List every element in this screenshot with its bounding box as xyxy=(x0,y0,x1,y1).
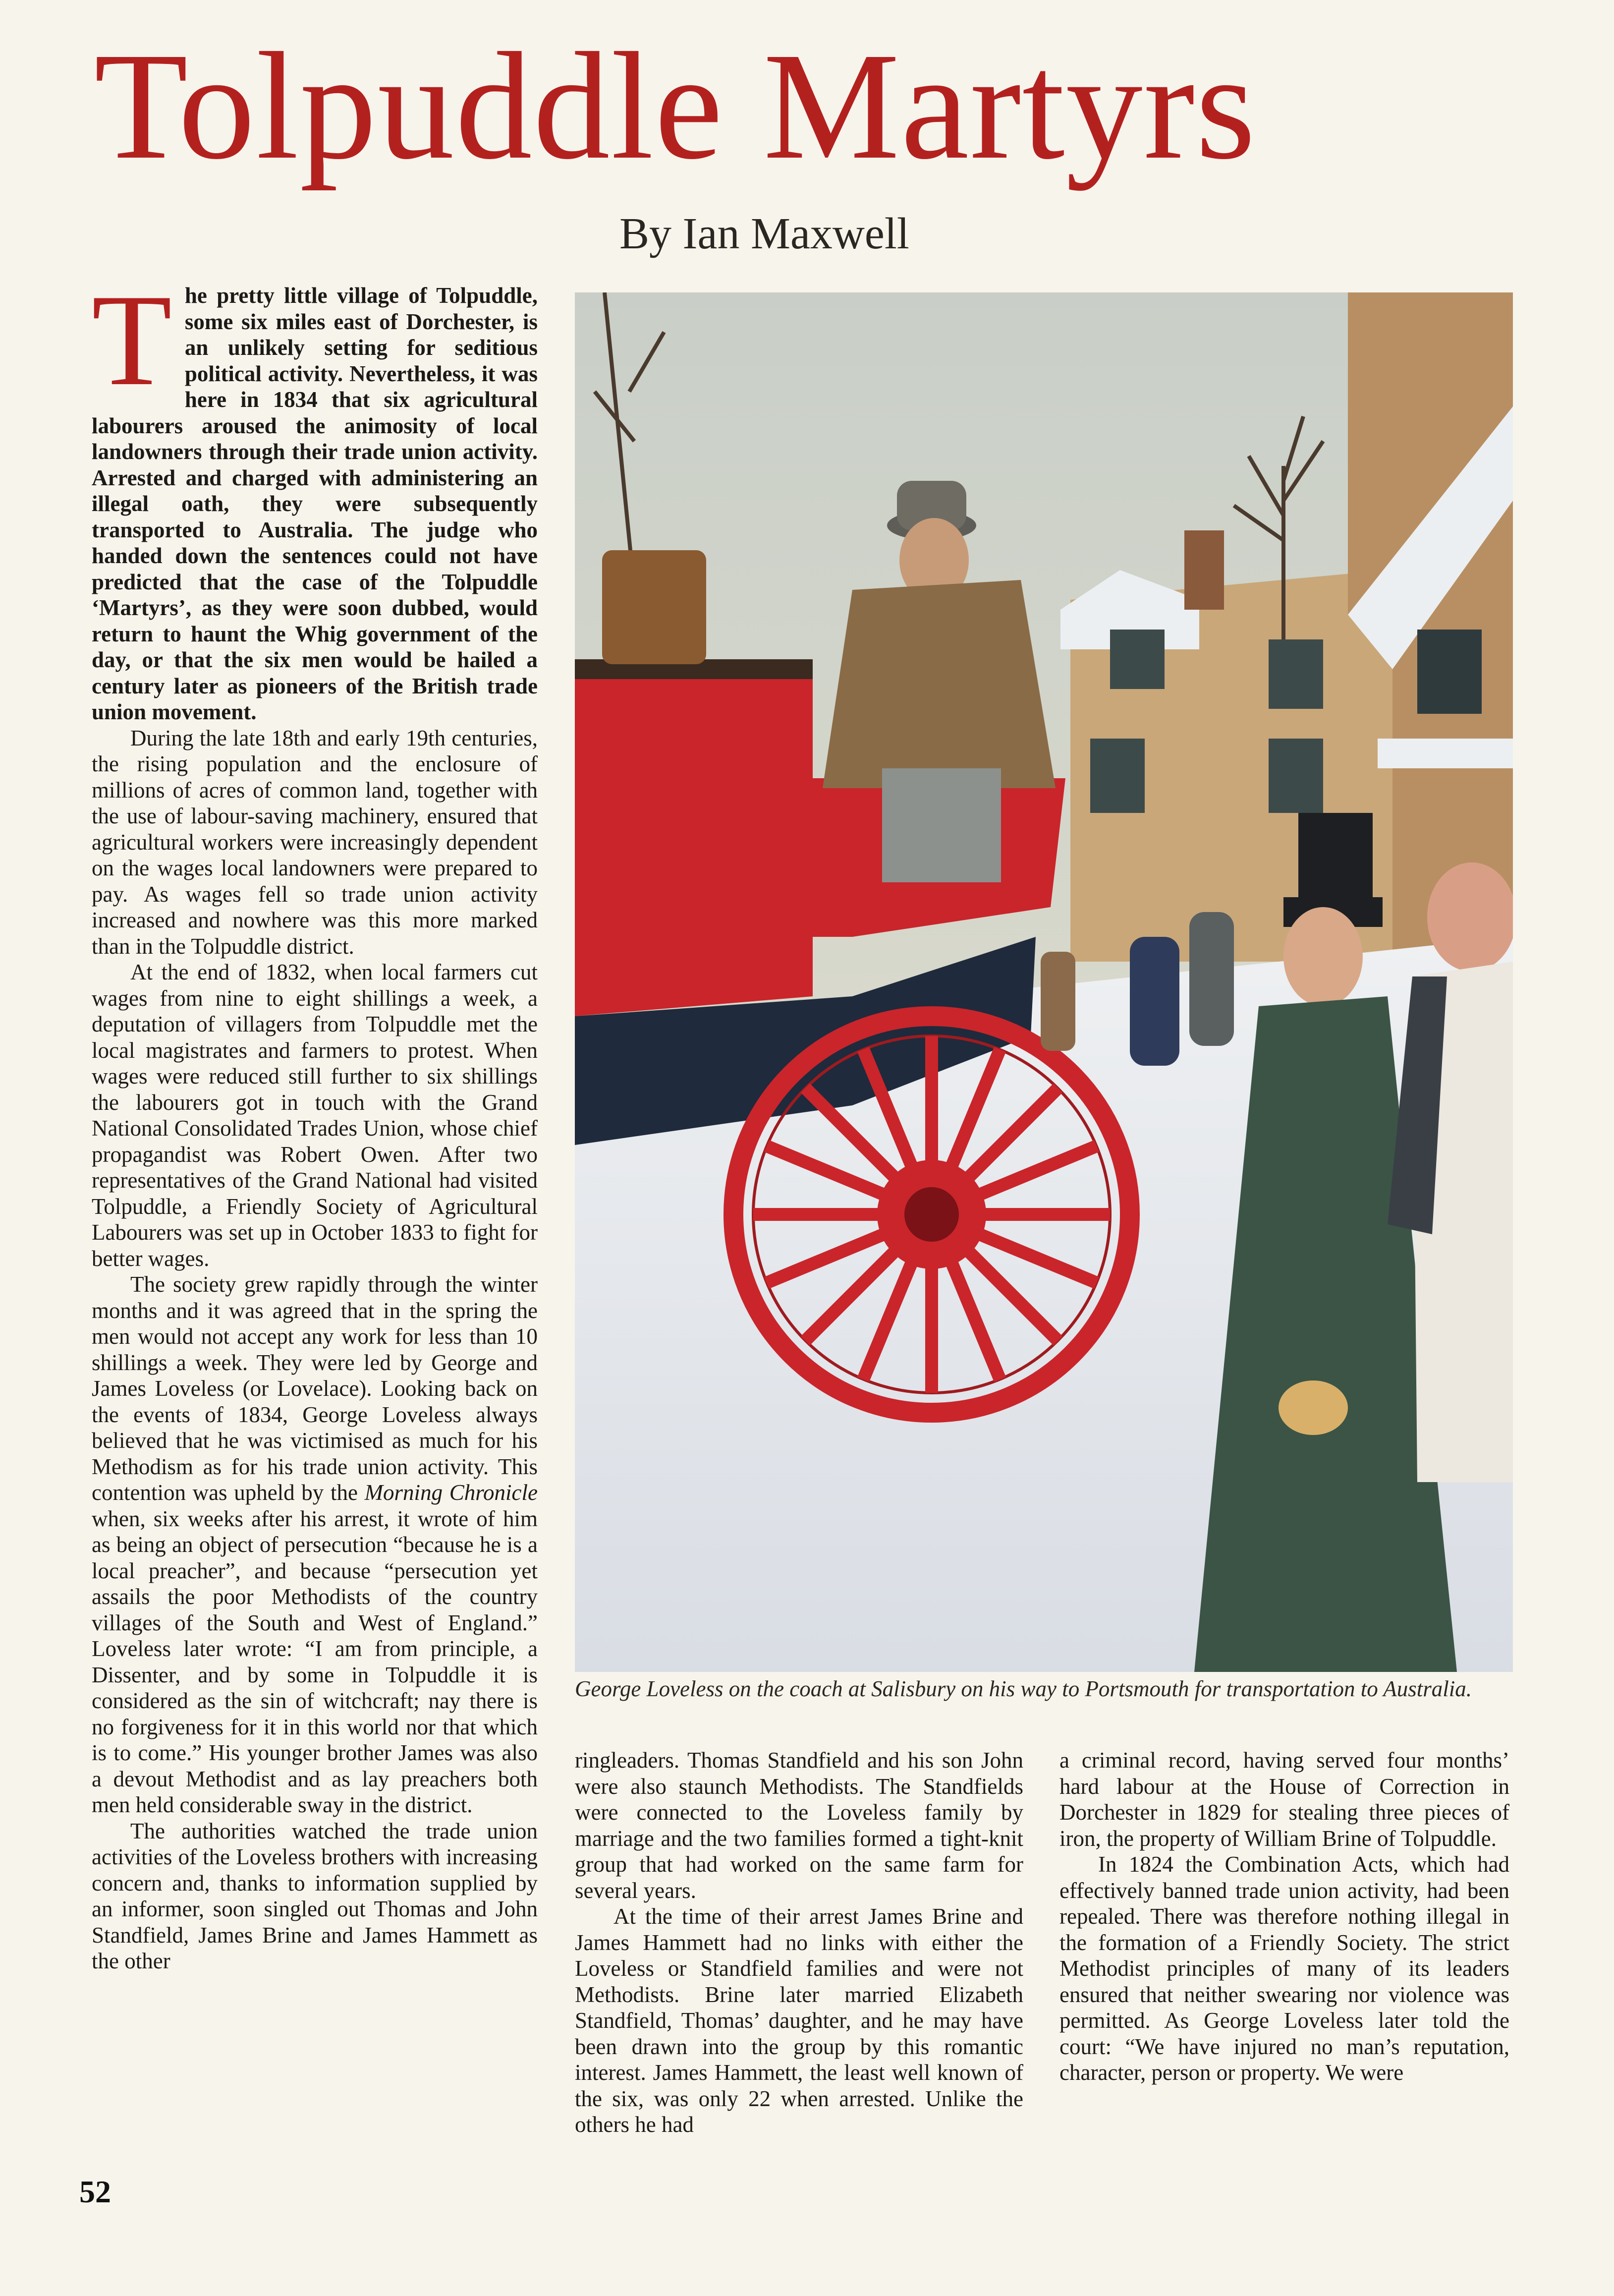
newspaper-name: Morning Chronicle xyxy=(364,1480,538,1505)
paragraph: In 1824 the Combination Acts, which had effectively banned trade union activity, had been repealed. There was therefore nothing illegal in the formation of a Friendly Society. The strict Methodist principles of many of its leaders ensured that neither swearing nor violence was permitted. As George Loveless later told the court: “We have injured no man’s reputation, character, person or property. We were xyxy=(1059,1852,1509,2085)
paragraph xyxy=(92,1271,538,1818)
text-column-2 xyxy=(575,1747,1023,2146)
article-title: Tolpuddle Martyrs xyxy=(94,21,1257,191)
text-column-1 xyxy=(92,283,538,2146)
text-column-3 xyxy=(1059,1747,1509,2146)
intro-text: he pretty little village of Tolpuddle, some six miles east of Dorchester, is an unlikely setting for seditious political activity. Nevertheless, it was here in 1834 that six agricultural labourers aroused the animosity of local landowners through their trade union activity. Arrested and charged with administering an illegal oath, they were subsequently transported to Australia. The judge who handed down the sentences could not have predicted that the case of the Tolpuddle ‘Martyrs’, as they were soon dubbed, would return to haunt the Whig government of the day, or that the six men would be hailed a century later as pioneers of the British trade union movement. xyxy=(92,283,538,724)
paragraph: ringleaders. Thomas Standfield and his son John were also staunch Methodists. The Standfields were connected to the Loveless family by marriage and the two families formed a tight-knit group that had worked on the same farm for several years. xyxy=(575,1748,1023,1903)
paragraph: At the end of 1832, when local farmers cut wages from nine to eight shillings a week, a deputation of villagers from Tolpuddle met the local magistrates and farmers to protest. When wages were reduced still further to six shillings the labourers got in touch with the Grand National Consolidated Trades Union, whose chief propagandist was Robert Owen. After two representatives of the Grand National had visited Tolpuddle, a Friendly Society of Agricultural Labourers was set up in October 1833 to fight for better wages. xyxy=(92,960,538,1271)
coach-illustration xyxy=(575,292,1513,1672)
byline: By Ian Maxwell xyxy=(619,209,909,258)
paragraph: During the late 18th and early 19th centuries, the rising population and the enclosure of millions of acres of common land, together with the use of labour-saving machinery, ensured that agricultural workers were increasingly dependent on the wages local landowners were prepared to pay. As wages fell so trade union activity increased and nowhere was this more marked than in the Tolpuddle district. xyxy=(92,725,538,959)
page-number: 52 xyxy=(79,2174,111,2209)
paragraph-text: when, six weeks after his arrest, it wrote of him as being an object of persecution “because he is a local preacher”, and because “persecution yet assails the poor Methodists of the country villages of the South and West of England.” Loveless later wrote: “I am from principle, a Dissenter, and by some in Tolpuddle it is considered as the sin of witchcraft; nay there is no forgiveness for it in this world nor that which is to come.” His younger brother James was also a devout Methodist and as lay preachers both men held considerable sway in the district. xyxy=(92,1506,538,1817)
image-caption: George Loveless on the coach at Salisbury on his way to Portsmouth for transportation to Australia. xyxy=(575,1676,1472,1701)
paragraph-text: The society grew rapidly through the winter months and it was agreed that in the spring the men would not accept any work for less than 10 shillings a week. They were led by George and James Loveless (or Lovelace). Looking back on the events of 1834, George Loveless always believed that he was victimised as much for his Methodism as for his trade union activity. This contention was upheld by the xyxy=(92,1272,538,1505)
paragraph: a criminal record, having served four months’ hard labour at the House of Correction in Dorchester in 1829 for stealing three pieces of iron, the property of William Brine of Tolpuddle. xyxy=(1059,1748,1509,1851)
drop-cap: T xyxy=(92,283,172,413)
paragraph: The authorities watched the trade union activities of the Loveless brothers with increasing concern and, thanks to information supplied by an informer, soon singled out Thomas and John Standfield, James Brine and James Hammett as the other xyxy=(92,1818,538,1973)
intro-paragraph xyxy=(92,283,538,725)
paragraph: At the time of their arrest James Brine and James Hammett had no links with either the Loveless or Standfield families and were not Methodists. Brine later married Elizabeth Standfield, Thomas’ daughter, and he may have been drawn into the group by this romantic interest. James Hammett, the least well known of the six, was only 22 when arrested. Unlike the others he had xyxy=(575,1904,1023,2137)
